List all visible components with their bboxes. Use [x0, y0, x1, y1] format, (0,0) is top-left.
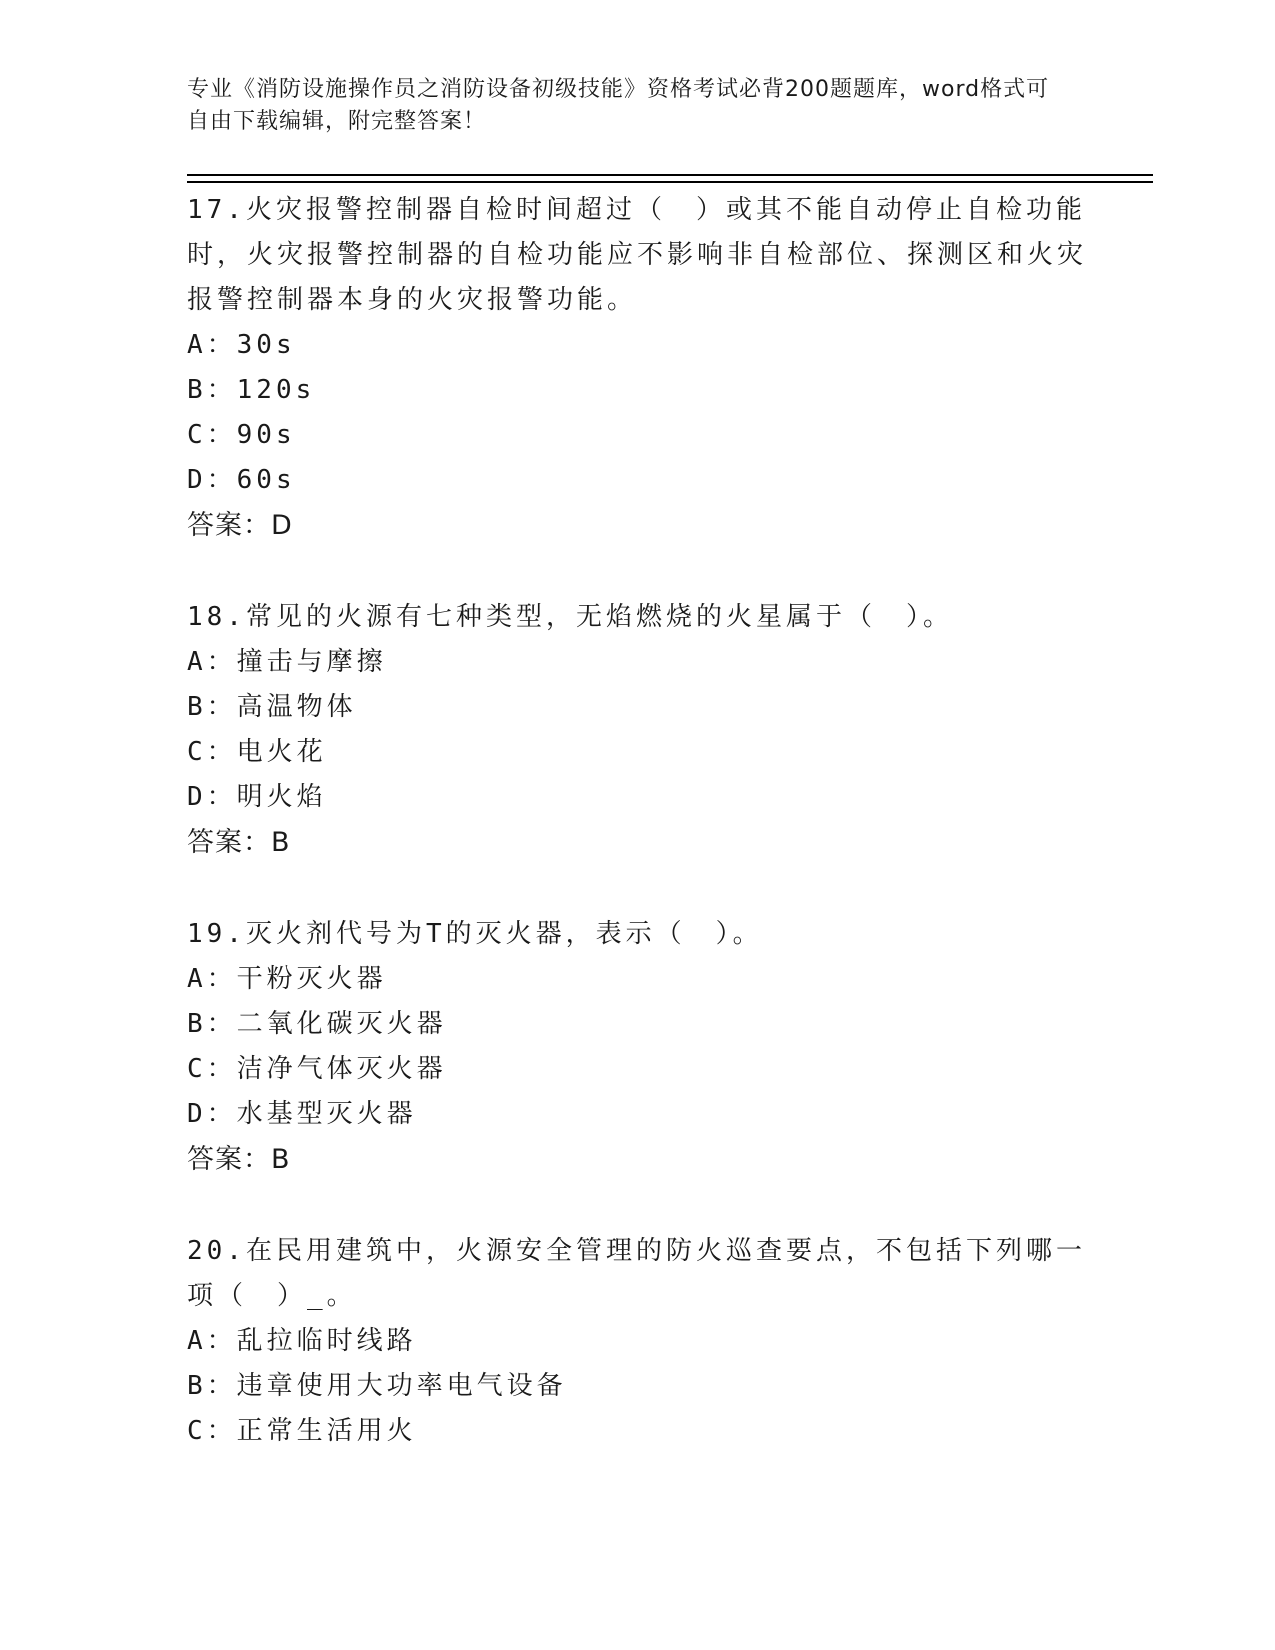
option-c: C：洁净气体灭火器 [187, 1054, 447, 1084]
option-c: C：电火花 [187, 737, 327, 767]
question-19 [187, 912, 1087, 1182]
document-header [187, 74, 1067, 138]
answer-line: 答案：B [187, 1144, 291, 1175]
option-d: D：水基型灭火器 [187, 1099, 417, 1129]
option-a: A：撞击与摩擦 [187, 647, 387, 677]
option-c: C：正常生活用火 [187, 1416, 417, 1446]
option-a: A：乱拉临时线路 [187, 1326, 417, 1356]
answer-line: 答案：D [187, 510, 293, 541]
option-a: A：30s [187, 330, 296, 360]
option-b: B：高温物体 [187, 692, 357, 722]
question-20 [187, 1229, 1087, 1454]
question-stem: 17.火灾报警控制器自检时间超过（ ）或其不能自动停止自检功能时，火灾报警控制器的自检功能应不影响非自检部位、探测区和火灾报警控制器本身的火灾报警功能。 [187, 195, 1088, 315]
option-d: D：60s [187, 465, 296, 495]
question-18 [187, 595, 1087, 865]
option-a: A：干粉灭火器 [187, 964, 387, 994]
question-gap [187, 1182, 1087, 1229]
question-17 [187, 188, 1087, 548]
header-rule-bottom [187, 181, 1153, 183]
option-c: C：90s [187, 420, 296, 450]
option-d: D：明火焰 [187, 782, 327, 812]
option-b: B：120s [187, 375, 316, 405]
answer-line: 答案：B [187, 827, 291, 858]
question-list [187, 188, 1087, 1454]
header-rule-top [187, 174, 1153, 176]
document-title: 专业《消防设施操作员之消防设备初级技能》资格考试必背200题题库，word格式可自由下载编辑，附完整答案！ [187, 77, 1050, 134]
question-stem: 18.常见的火源有七种类型，无焰燃烧的火星属于（ ）。 [187, 602, 953, 632]
question-stem: 19.灭火剂代号为T的灭火器，表示（ ）。 [187, 919, 763, 949]
question-stem: 20.在民用建筑中，火源安全管理的防火巡查要点，不包括下列哪一项（ ）_。 [187, 1236, 1086, 1311]
option-b: B：违章使用大功率电气设备 [187, 1371, 567, 1401]
option-b: B：二氧化碳灭火器 [187, 1009, 447, 1039]
question-gap [187, 865, 1087, 912]
question-gap [187, 548, 1087, 595]
